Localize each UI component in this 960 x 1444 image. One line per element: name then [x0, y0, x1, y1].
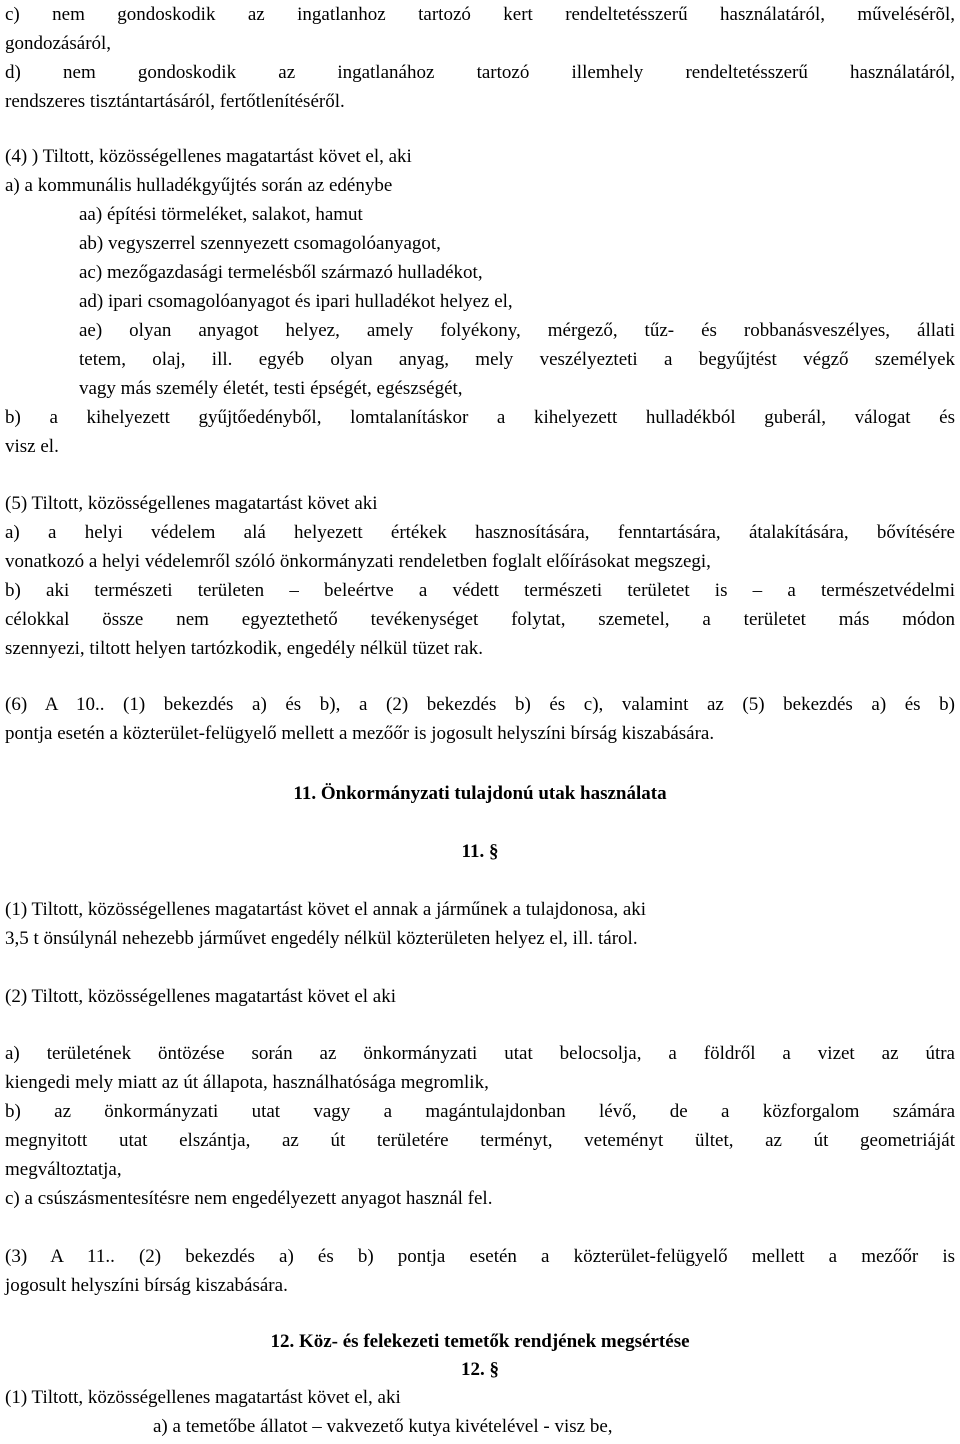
text-line: a) a kommunális hulladékgyűjtés során az edénybe [5, 175, 393, 196]
section-number: 11. § [461, 841, 499, 862]
text-line: jogosult helyszíni bírság kiszabására. [5, 1275, 288, 1296]
text-line: (3) A 11.. (2) bekezdés a) és b) pontja esetén a közterület-felügyelő mellett a mezőőr is [5, 1246, 955, 1267]
text-line: szennyezi, tiltott helyen tartózkodik, engedély nélkül tüzet rak. [5, 638, 484, 659]
text-line: megváltoztatja, [5, 1159, 122, 1180]
text-line: ac) mezőgazdasági termelésből származó hulladékot, [79, 262, 483, 283]
text-line: d) nem gondoskodik az ingatlanához tartozó illemhely rendeltetésszerű használatáról, [5, 62, 955, 83]
section-number: 12. § [461, 1359, 499, 1380]
text-line: vonatkozó a helyi védelemről szóló önkormányzati rendeletben foglalt előírásokat megszegi, [5, 551, 711, 572]
text-line: b) aki természeti területen – beleértve a védett természeti területet is – a természetvédelmi [5, 580, 955, 601]
text-line: c) a csúszásmentesítésre nem engedélyezett anyagot használ fel. [5, 1188, 493, 1209]
text-line: (1) Tiltott, közösségellenes magatartást követ el annak a járműnek a tulajdonosa, aki [5, 899, 647, 920]
text-line: aa) építési törmeléket, salakot, hamut [79, 204, 363, 225]
text-line: visz el. [5, 436, 59, 457]
text-line: pontja esetén a közterület-felügyelő mellett a mezőőr is jogosult helyszíni bírság kiszabására. [5, 723, 715, 744]
text-line: megnyitott utat elszántja, az út területére terményt, veteményt ültet, az út geometriáját [5, 1130, 955, 1151]
text-line: b) a kihelyezett gyűjtőedényből, lomtalanításkor a kihelyezett hulladékból guberál, válogat és [5, 407, 955, 428]
text-line: tetem, olaj, ill. egyéb olyan anyag, mely veszélyezteti a begyűjtést végző személyek [79, 349, 955, 370]
section-heading: 11. Önkormányzati tulajdonú utak használata [293, 783, 667, 804]
text-line: vagy más személy életét, testi épségét, egészségét, [79, 378, 463, 399]
text-line: gondozásáról, [5, 33, 112, 54]
text-line: a) területének öntözése során az önkormányzati utat belocsolja, a földről a vizet az útra [5, 1043, 955, 1064]
text-line: kiengedi mely miatt az út állapota, használhatósága megromlik, [5, 1072, 489, 1093]
text-line: (5) Tiltott, közösségellenes magatartást követ aki [5, 493, 378, 514]
text-line: (4) ) Tiltott, közösségellenes magatartást követ el, aki [5, 146, 412, 167]
text-line: ab) vegyszerrel szennyezett csomagolóanyagot, [79, 233, 441, 254]
text-line: c) nem gondoskodik az ingatlanhoz tartozó kert rendeltetésszerű használatáról, művelésérõl, [5, 4, 955, 25]
text-line: (2) Tiltott, közösségellenes magatartást követ el aki [5, 986, 397, 1007]
text-line: a) a helyi védelem alá helyezett értékek hasznosítására, fenntartására, átalakítására, bővítésére [5, 522, 955, 543]
text-line: ad) ipari csomagolóanyagot és ipari hulladékot helyez el, [79, 291, 513, 312]
text-line: (6) A 10.. (1) bekezdés a) és b), a (2) bekezdés b) és c), valamint az (5) bekezdés a) és b) [5, 694, 955, 715]
text-line: ae) olyan anyagot helyez, amely folyékony, mérgező, tűz- és robbanásveszélyes, állati [79, 320, 955, 341]
text-line: 3,5 t önsúlynál nehezebb járművet engedély nélkül közterületen helyez el, ill. tárol. [5, 928, 638, 949]
text-line: rendszeres tisztántartásáról, fertőtlenítéséről. [5, 91, 345, 112]
text-line: célokkal össze nem egyeztethető tevékenységet folytat, szemetel, a területet más módon [5, 609, 955, 630]
text-line: (1) Tiltott, közösségellenes magatartást követ el, aki [5, 1387, 401, 1408]
section-heading: 12. Köz- és felekezeti temetők rendjének megsértése [270, 1331, 690, 1352]
text-line: b) az önkormányzati utat vagy a magántulajdonban lévő, de a közforgalom számára [5, 1101, 955, 1122]
text-line: a) a temetőbe állatot – vakvezető kutya kivételével - visz be, [153, 1416, 613, 1437]
